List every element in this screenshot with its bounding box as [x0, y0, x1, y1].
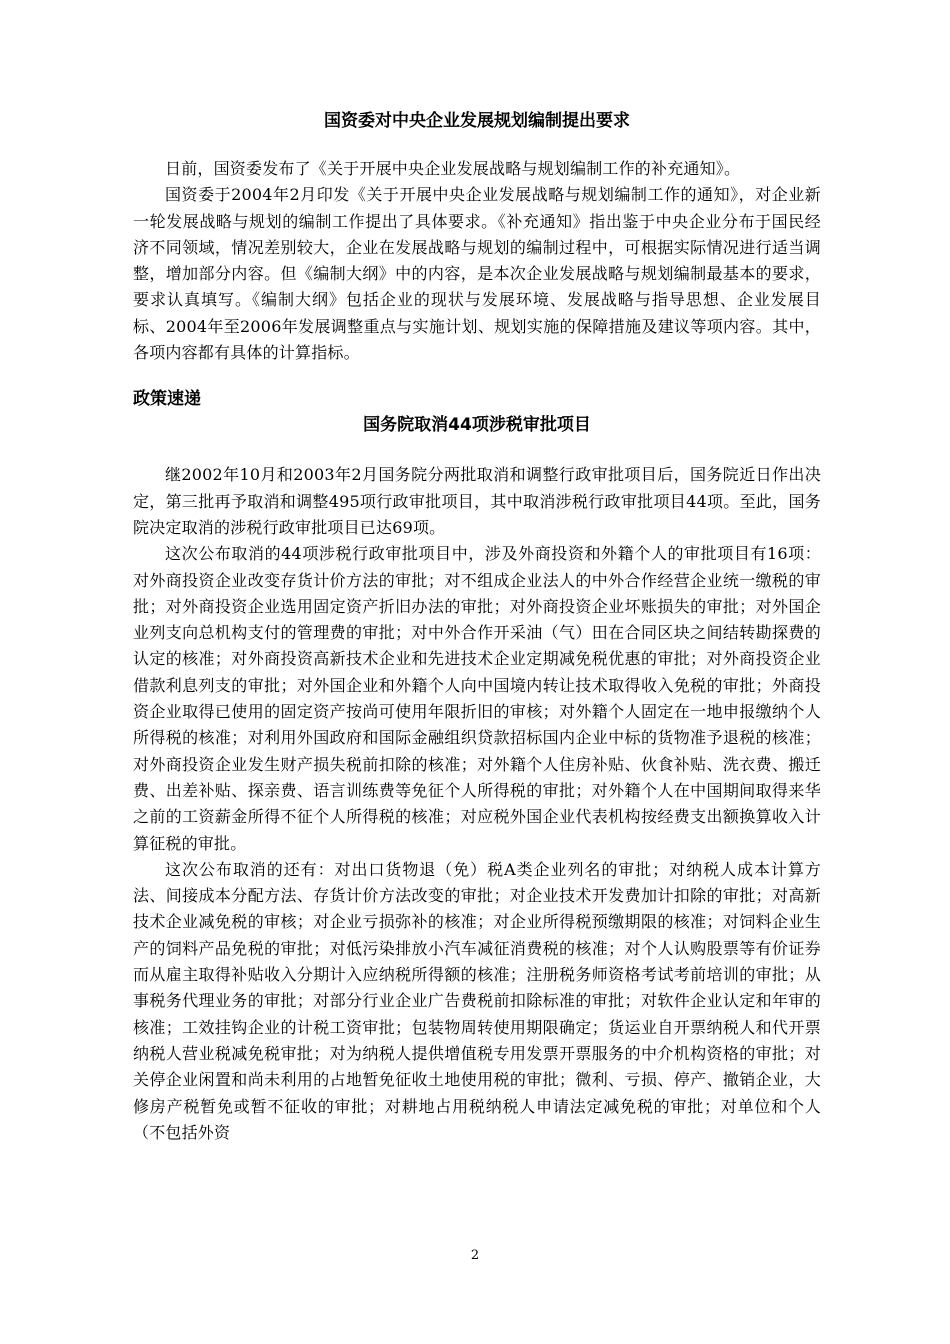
article-paragraph: 日前，国资委发布了《关于开展中央企业发展战略与规划编制工作的补充通知》。: [165, 159, 741, 178]
article-paragraph: 这次公布取消的44项涉税行政审批项目中，涉及外商投资和外籍个人的审批项目有16项：对外商投资企业改变存货计价方法的审批；对不组成企业法人的中外合作经营企业统一缴税的审批；对外商投资企业选用固定资产折旧办法的审批；对外商投资企业坏账损失的审批；对外国企业列支向总机构支付的管理费的审批；对中外合作开采油（气）田在合同区块之间结转勘探费的认定的核准；对外商投资高新技术企业和先进技术企业定期减免税优惠的审批；对外商投资企业借款利息列支的审批；对外国企业和外籍个人向中国境内转让技术取得收入免税的审批；外商投资企业取得已使用的固定资产按尚可使用年限折旧的审核；对外籍个人固定在一地申报缴纳个人所得税的核准；对利用外国政府和国际金融组织贷款招标国内企业中标的货物准予退税的核准；对外商投资企业发生财产损失税前扣除的核准；对外籍个人住房补贴、伙食补贴、洗衣费、搬迁费、出差补贴、探亲费、语言训练费等免征个人所得税的审批；对外籍个人在中国期间取得来华之前的工资薪金所得不征个人所得税的核准；对应税外国企业代表机构按经费支出额换算收入计算征税的审批。: [133, 544, 821, 853]
spacer: [133, 438, 821, 462]
article-paragraph: 这次公布取消的还有：对出口货物退（免）税A类企业列名的审批；对纳税人成本计算方法、间接成本分配方法、存货计价方法改变的审批；对企业技术开发费加计扣除的审批；对高新技术企业减免税的审核；对企业亏损弥补的核准；对企业所得税预缴期限的核准；对饲料企业生产的饲料产品免税的审批；对低污染排放小汽车减征消费税的核准；对个人认购股票等有价证券而从雇主取得补贴收入分期计入应纳税所得额的核准；注册税务师资格考试考前培训的审批；从事税务代理业务的审批；对部分行业企业广告费税前扣除标准的审批；对软件企业认定和年审的核准；工效挂钩企业的计税工资审批；包装物周转使用期限确定；货运业自开票纳税人和代开票纳税人营业税减免税审批；对为纳税人提供增值税专用发票开票服务的中介机构资格的审批；对关停企业闲置和尚未利用的占地暂免征收土地使用税的审批；微利、亏损、停产、撤销企业，大修房产税暂免或暂不征收的审批；对耕地占用税纳税人申请法定减免税的审批；对单位和个人（不包括外资: [133, 859, 821, 1142]
article-title: 国资委对中央企业发展规划编制提出要求: [324, 111, 630, 131]
article-title: 国务院取消44项涉税审批项目: [363, 415, 591, 436]
document-page: [133, 108, 821, 1146]
article-paragraph: 国资委于2004年2月印发《关于开展中央企业发展战略与规划编制工作的通知》，对企业新一轮发展战略与规划的编制工作提出了具体要求。《补充通知》指出鉴于中央企业分布于国民经济不同领域，情况差别较大，企业在发展战略与规划的编制过程中，可根据实际情况进行适当调整，增加部分内容。但《编制大纲》中的内容，是本次企业发展战略与规划编制最基本的要求，要求认真填写。《编制大纲》包括企业的现状与发展环境、发展战略与指导思想、企业发展目标、2004年至2006年发展调整重点与实施计划、规划实施的保障措施及建议等项内容。其中，各项内容都有具体的计算指标。: [133, 185, 821, 363]
article-paragraph: 继2002年10月和2003年2月国务院分两批取消和调整行政审批项目后，国务院近日作出决定，第三批再予取消和调整495项行政审批项目，其中取消涉税行政审批项目44项。至此，国务院决定取消的涉税行政审批项目已达69项。: [133, 465, 821, 537]
page-number: 2: [470, 1248, 480, 1263]
spacer: [133, 134, 821, 156]
section-label: 政策速递: [133, 389, 201, 410]
spacer: [133, 366, 821, 386]
